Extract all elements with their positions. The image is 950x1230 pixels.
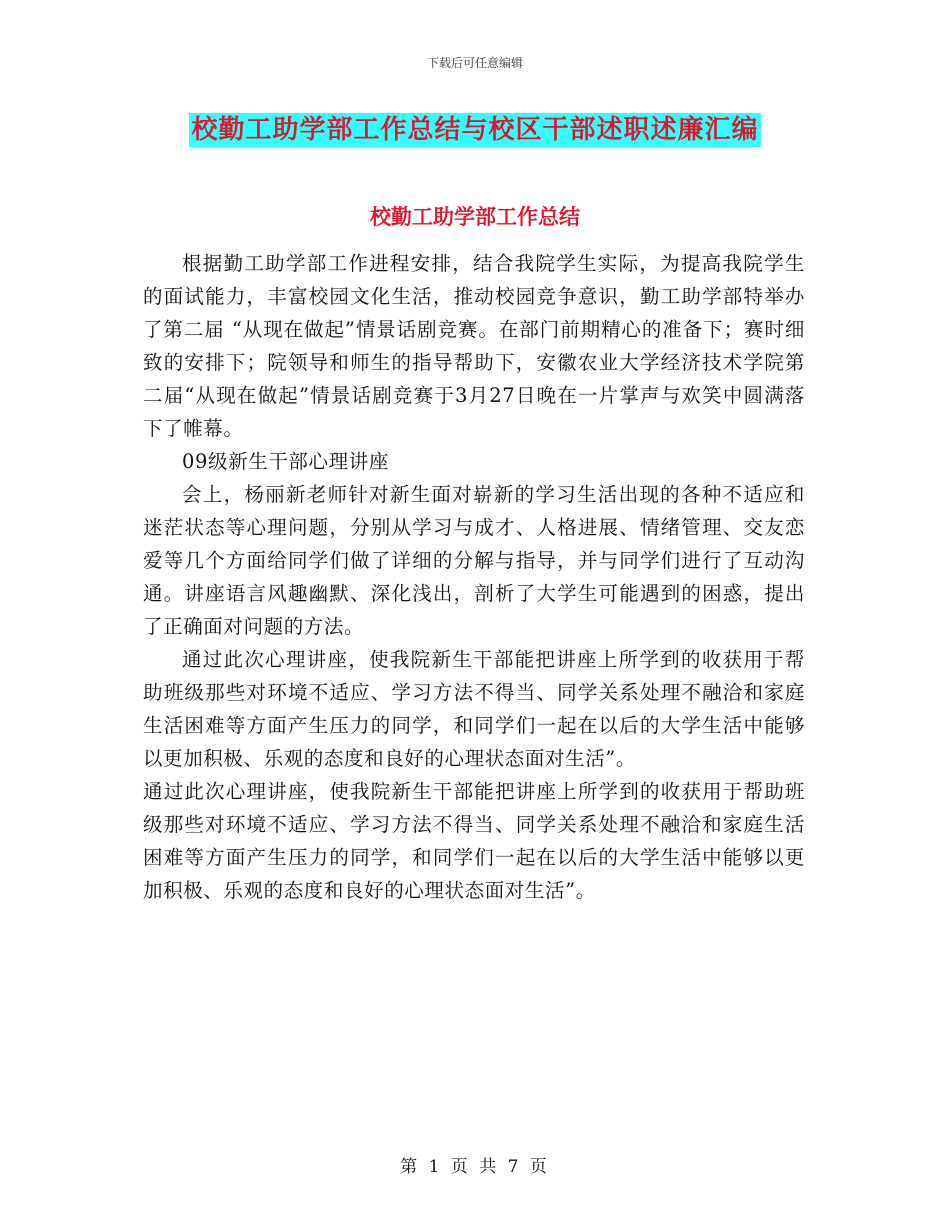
document-title-container bbox=[0, 113, 950, 147]
paragraph: 通过此次心理讲座，使我院新生干部能把讲座上所学到的收获用于帮助班级那些对环境不适应、学习方法不得当、同学关系处理不融洽和家庭生活困难等方面产生压力的同学，和同学们一起在以后的大学生活中能够以更加积极、乐观的态度和良好的心理状态面对生活”。 bbox=[143, 780, 805, 902]
subheading: 09级新生干部心理讲座 bbox=[182, 450, 389, 473]
page-indicator: 第 1 页 共 7 页 bbox=[400, 1157, 550, 1177]
paragraph: 会上，杨丽新老师针对新生面对崭新的学习生活出现的各种不适应和迷茫状态等心理问题，分别从学习与成才、人格进展、情绪管理、交友恋爱等几个方面给同学们做了详细的分解与指导，并与同学们进行了互动沟通。讲座语言风趣幽默、深化浅出，剖析了大学生可能遇到的困惑，提出了正确面对问题的方法。 bbox=[143, 483, 805, 638]
section-title: 校勤工助学部工作总结 bbox=[370, 205, 580, 229]
header-note: 下载后可任意编辑 bbox=[426, 56, 523, 70]
document-title: 校勤工助学部工作总结与校区干部述职述廉汇编 bbox=[191, 115, 759, 145]
paragraph: 通过此次心理讲座，使我院新生干部能把讲座上所学到的收获用于帮助班级那些对环境不适应、学习方法不得当、同学关系处理不融洽和家庭生活困难等方面产生压力的同学，和同学们一起在以后的大学生活中能够以更加积极、乐观的态度和良好的心理状态面对生活”。 bbox=[143, 648, 805, 770]
document-body bbox=[143, 247, 805, 907]
paragraph: 根据勤工助学部工作进程安排，结合我院学生实际，为提高我院学生的面试能力，丰富校园文化生活，推动校园竞争意识，勤工助学部特举办了第二届 “从现在做起”情景话剧竞赛。在部门前期精心的准备下；赛时细致的安排下；院领导和师生的指导帮助下，安徽农业大学经济技术学院第二届“从现在做起”情景话剧竞赛于3月27日晚在一片掌声与欢笑中圆满落下了帷幕。 bbox=[143, 252, 805, 440]
